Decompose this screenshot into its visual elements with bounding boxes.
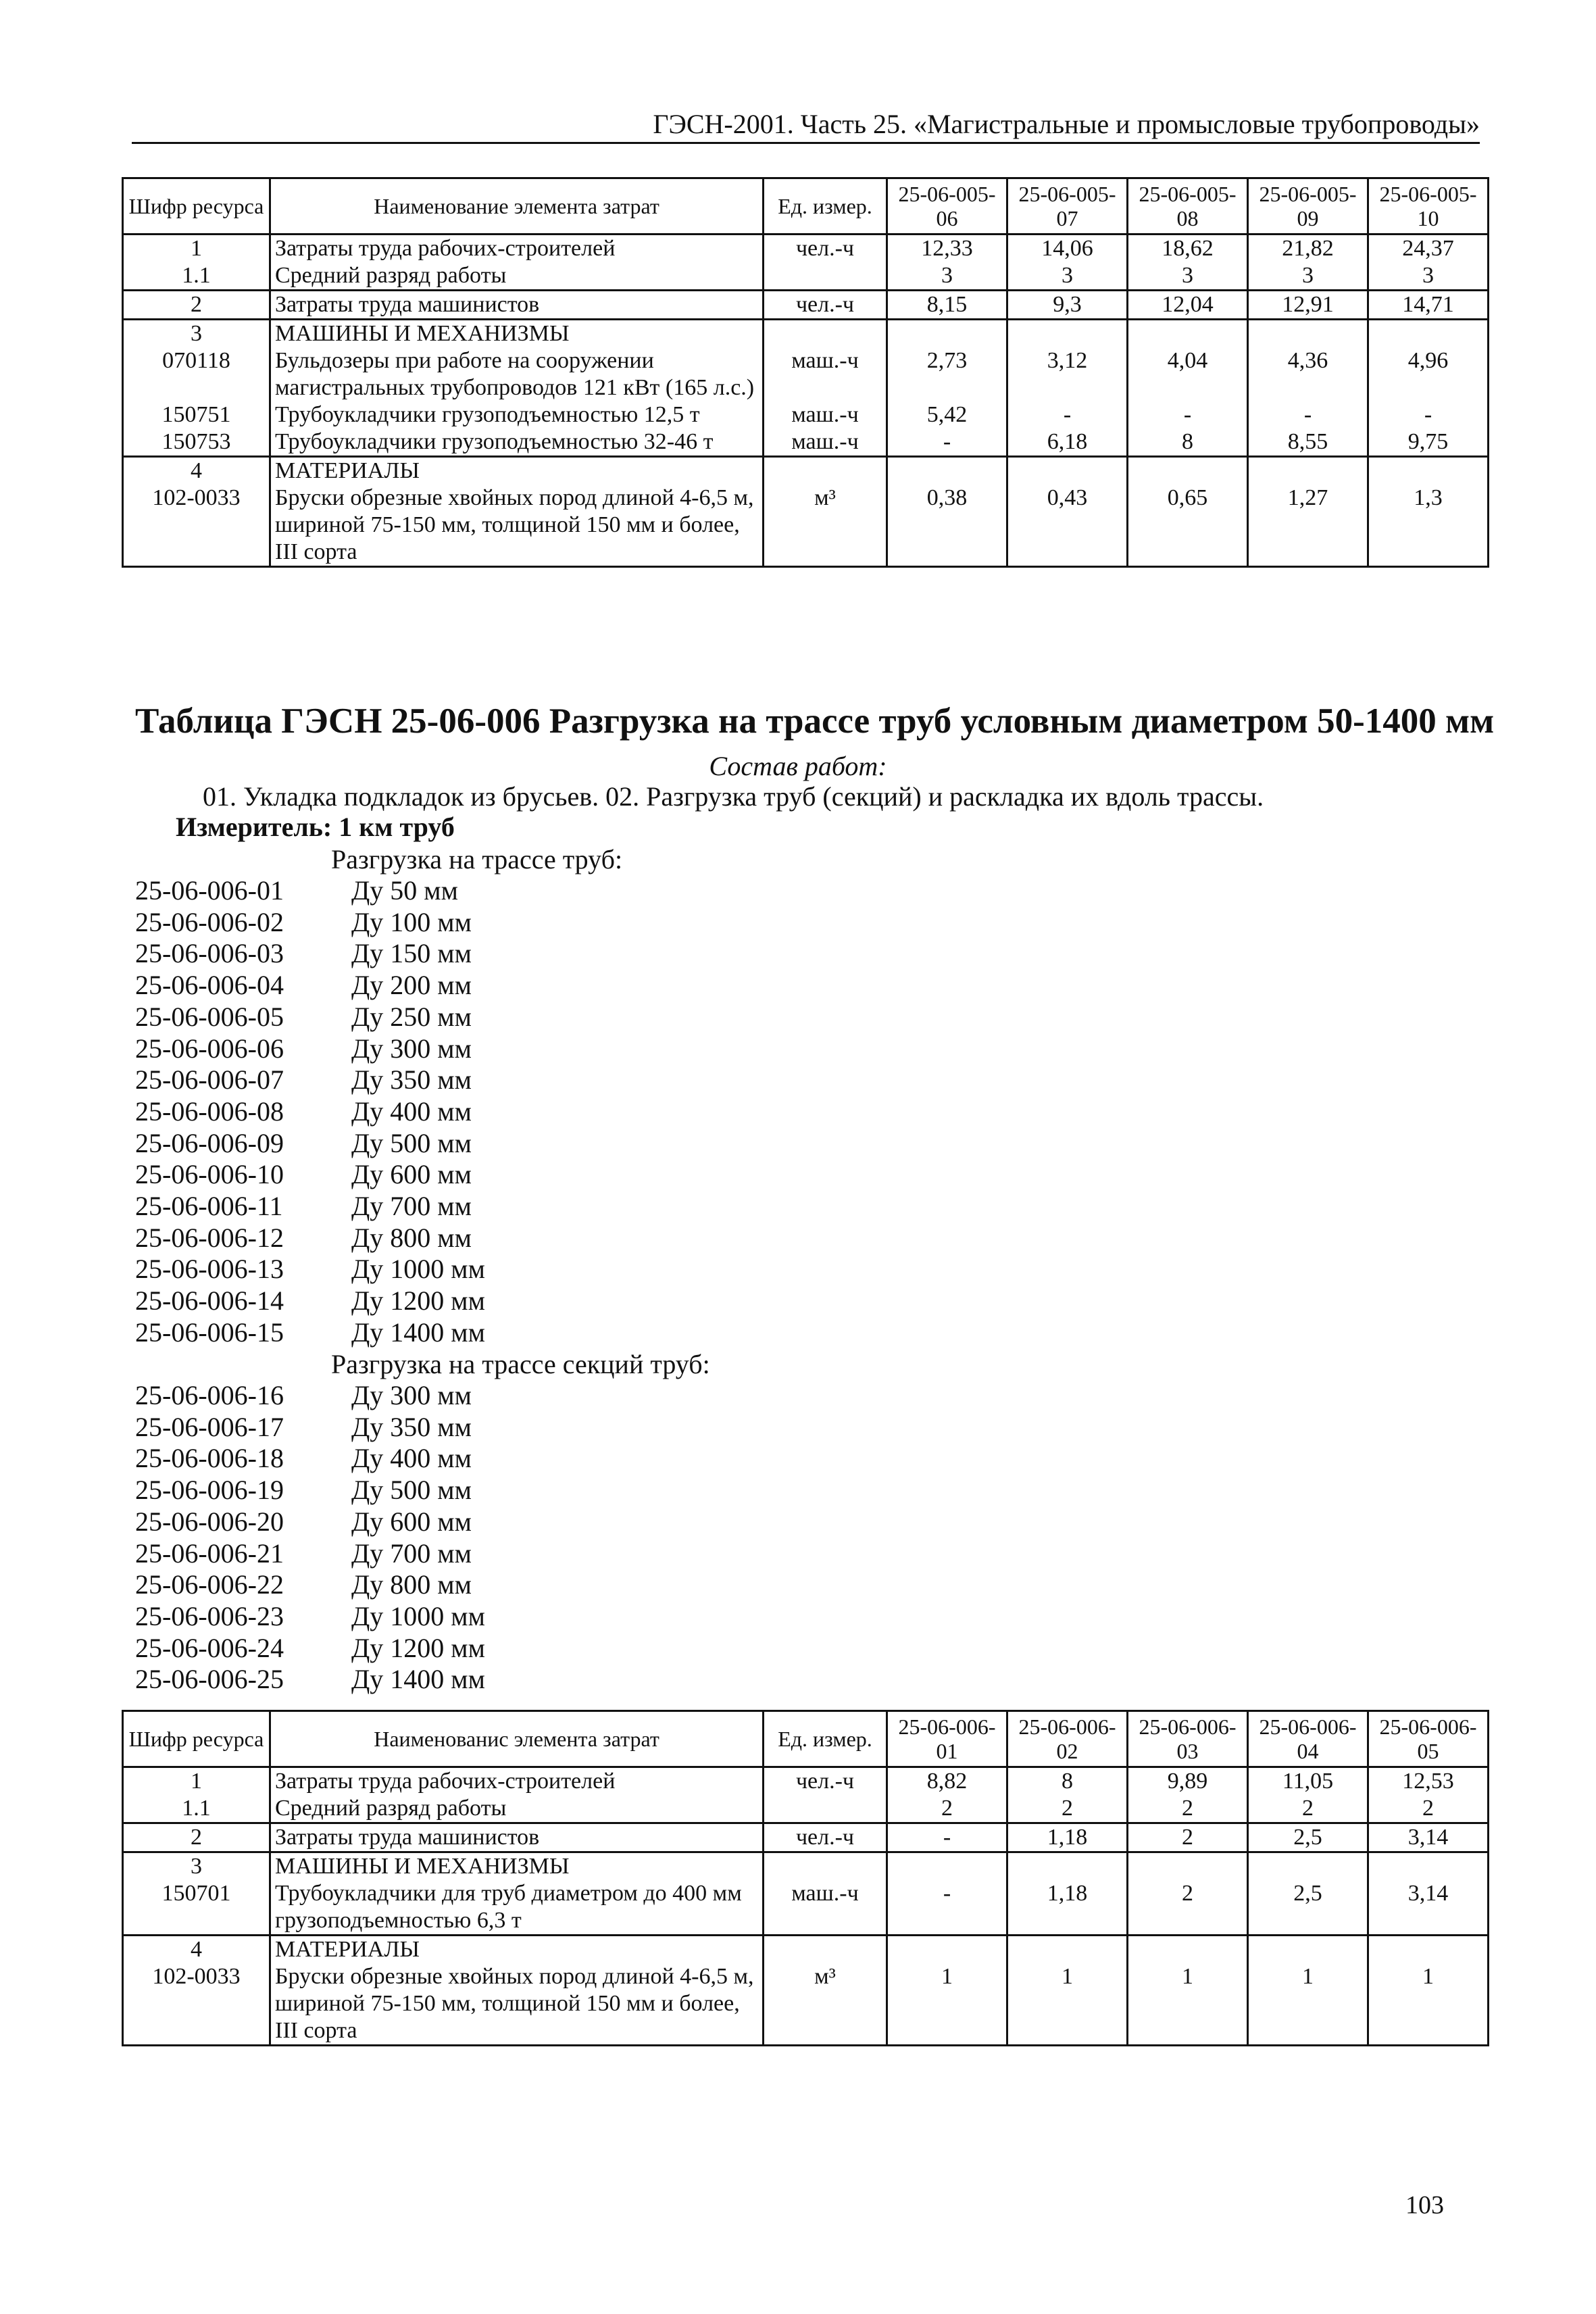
value-cell: - <box>1007 401 1128 428</box>
value-cell: 1,18 <box>1007 1880 1128 1936</box>
value-cell <box>1128 1936 1248 1964</box>
value-cell: 2 <box>1248 1795 1368 1823</box>
item-code: 25-06-006-12 <box>135 1222 284 1253</box>
resource-code: 1.1 <box>123 262 270 291</box>
norms-table-005 <box>122 177 1489 568</box>
value-cell: 5,42 <box>887 401 1007 428</box>
unit-cell: чел.-ч <box>764 291 887 320</box>
value-cell <box>887 320 1007 348</box>
value-cell: 2 <box>1128 1880 1248 1936</box>
resource-code: 4 <box>123 457 270 485</box>
resource-code: 2 <box>123 291 270 320</box>
value-cell: - <box>887 428 1007 457</box>
value-cell <box>1128 1852 1248 1881</box>
value-cell: 2 <box>1128 1823 1248 1852</box>
cost-element-name: Затраты труда машинистов <box>270 291 764 320</box>
table-row <box>123 485 1489 567</box>
list-item <box>135 1002 485 1033</box>
value-cell: 8 <box>1007 1767 1128 1796</box>
header-unit: Ед. измер. <box>764 1711 887 1767</box>
item-description: Ду 400 мм <box>351 1096 472 1127</box>
value-cell <box>1128 320 1248 348</box>
value-cell: 1 <box>1128 1963 1248 2046</box>
item-description: Ду 300 мм <box>351 1380 472 1410</box>
resource-code: 102-0033 <box>123 1963 270 2046</box>
header-col: 25-06-006-04 <box>1248 1711 1368 1767</box>
resource-code: 2 <box>123 1823 270 1852</box>
item-description: Ду 50 мм <box>351 875 458 906</box>
value-cell: 4,96 <box>1368 347 1489 401</box>
value-cell: 3 <box>1248 262 1368 291</box>
value-cell: 2,5 <box>1248 1880 1368 1936</box>
cost-element-name: Бульдозеры при работе на сооружении магистральных трубопроводов 121 кВт (165 л.с.) <box>270 347 764 401</box>
value-cell <box>1007 1936 1128 1964</box>
list-item <box>135 1475 485 1506</box>
item-description: Ду 800 мм <box>351 1569 472 1600</box>
value-cell <box>1248 457 1368 485</box>
list-item <box>135 1506 485 1538</box>
table-row <box>123 401 1489 428</box>
item-code: 25-06-006-14 <box>135 1285 284 1316</box>
item-code: 25-06-006-01 <box>135 875 284 906</box>
header-rule <box>132 142 1480 144</box>
items-list-sections <box>135 1380 485 1696</box>
value-cell: 1 <box>1007 1963 1128 2046</box>
item-code: 25-06-006-23 <box>135 1600 284 1631</box>
item-description: Ду 1000 мм <box>351 1600 485 1631</box>
value-cell: 3 <box>1128 262 1248 291</box>
item-description: Ду 1400 мм <box>351 1664 485 1695</box>
value-cell: 3,14 <box>1368 1823 1489 1852</box>
unit-cell: маш.-ч <box>764 401 887 428</box>
value-cell <box>887 1852 1007 1881</box>
unit-cell <box>764 1936 887 1964</box>
cost-element-name: Трубоукладчики для труб диаметром до 400 мм грузоподъемностью 6,3 т <box>270 1880 764 1936</box>
cost-element-name: Затраты труда машинистов <box>270 1823 764 1852</box>
item-code: 25-06-006-20 <box>135 1506 284 1537</box>
value-cell: 4,36 <box>1248 347 1368 401</box>
item-description: Ду 100 мм <box>351 906 472 937</box>
list-item <box>135 970 485 1002</box>
item-code: 25-06-006-16 <box>135 1380 284 1410</box>
list-item <box>135 938 485 970</box>
resource-code: 150701 <box>123 1880 270 1936</box>
table-row <box>123 1936 1489 1964</box>
value-cell: 8 <box>1128 428 1248 457</box>
value-cell: - <box>1368 401 1489 428</box>
value-cell: - <box>887 1880 1007 1936</box>
cost-element-name: МАШИНЫ И МЕХАНИЗМЫ <box>270 320 764 348</box>
table-row <box>123 1795 1489 1823</box>
table-row <box>123 1767 1489 1796</box>
item-code: 25-06-006-18 <box>135 1443 284 1474</box>
resource-code: 4 <box>123 1936 270 1964</box>
value-cell: 12,04 <box>1128 291 1248 320</box>
header-col: 25-06-006-02 <box>1007 1711 1128 1767</box>
value-cell <box>1128 457 1248 485</box>
item-code: 25-06-006-09 <box>135 1127 284 1158</box>
item-description: Ду 1400 мм <box>351 1316 485 1348</box>
value-cell: 12,53 <box>1368 1767 1489 1796</box>
item-description: Ду 700 мм <box>351 1537 472 1569</box>
value-cell: 18,62 <box>1128 235 1248 263</box>
resource-code: 150753 <box>123 428 270 457</box>
header-code: Шифр ресурса <box>123 1711 270 1767</box>
composition-label: Состав работ: <box>709 751 887 781</box>
unit-cell <box>764 1795 887 1823</box>
resource-code: 1 <box>123 235 270 263</box>
list-item <box>135 1380 485 1412</box>
item-code: 25-06-006-11 <box>135 1191 283 1222</box>
value-cell <box>1007 1852 1128 1881</box>
table-row <box>123 457 1489 485</box>
list-item <box>135 1191 485 1223</box>
value-cell: 11,05 <box>1248 1767 1368 1796</box>
item-code: 25-06-006-17 <box>135 1411 284 1442</box>
value-cell <box>887 457 1007 485</box>
item-description: Ду 700 мм <box>351 1191 472 1222</box>
value-cell: - <box>887 1823 1007 1852</box>
value-cell: 1 <box>1248 1963 1368 2046</box>
list-item <box>135 1033 485 1065</box>
value-cell <box>1248 1852 1368 1881</box>
cost-element-name: Бруски обрезные хвойных пород длиной 4-6,5 м, шириной 75-150 мм, толщиной 150 мм и более, III сорта <box>270 485 764 567</box>
list-item <box>135 1601 485 1633</box>
item-code: 25-06-006-21 <box>135 1537 284 1569</box>
resource-code: 3 <box>123 320 270 348</box>
value-cell: 4,04 <box>1128 347 1248 401</box>
value-cell <box>1248 1936 1368 1964</box>
value-cell <box>1368 1852 1489 1881</box>
unit-cell: чел.-ч <box>764 1767 887 1796</box>
header-col: 25-06-006-05 <box>1368 1711 1489 1767</box>
list-item <box>135 1664 485 1696</box>
value-cell: 24,37 <box>1368 235 1489 263</box>
unit-cell: маш.-ч <box>764 347 887 401</box>
table-row <box>123 428 1489 457</box>
item-code: 25-06-006-03 <box>135 938 284 969</box>
item-code: 25-06-006-06 <box>135 1033 284 1064</box>
unit-cell: чел.-ч <box>764 1823 887 1852</box>
list-item <box>135 1569 485 1601</box>
value-cell: 14,71 <box>1368 291 1489 320</box>
header-col: 25-06-006-01 <box>887 1711 1007 1767</box>
item-code: 25-06-006-10 <box>135 1159 284 1190</box>
measure-unit: Измеритель: 1 км труб <box>176 812 455 842</box>
item-description: Ду 250 мм <box>351 1001 472 1032</box>
list-item <box>135 875 485 907</box>
cost-element-name: Затраты труда рабочих-строителей <box>270 1767 764 1796</box>
value-cell: 1,18 <box>1007 1823 1128 1852</box>
value-cell <box>887 1936 1007 1964</box>
item-description: Ду 350 мм <box>351 1064 472 1096</box>
value-cell: - <box>1248 401 1368 428</box>
item-description: Ду 350 мм <box>351 1411 472 1442</box>
cost-element-name: МАТЕРИАЛЫ <box>270 1936 764 1964</box>
unit-cell <box>764 262 887 291</box>
item-code: 25-06-006-07 <box>135 1064 284 1096</box>
value-cell: 8,15 <box>887 291 1007 320</box>
cost-element-name: МАТЕРИАЛЫ <box>270 457 764 485</box>
page-number: 103 <box>1405 2191 1444 2219</box>
list-item <box>135 1317 485 1349</box>
item-description: Ду 1000 мм <box>351 1254 485 1285</box>
item-description: Ду 1200 мм <box>351 1632 485 1663</box>
table-row <box>123 262 1489 291</box>
cost-element-name: Бруски обрезные хвойных пород длиной 4-6,5 м, шириной 75-150 мм, толщиной 150 мм и более, III сорта <box>270 1963 764 2046</box>
resource-code: 1 <box>123 1767 270 1796</box>
value-cell: 2,5 <box>1248 1823 1368 1852</box>
list-item <box>135 1254 485 1285</box>
item-code: 25-06-006-13 <box>135 1254 284 1285</box>
group-heading-pipes: Разгрузка на трассе труб: <box>331 844 623 875</box>
table-title: Таблица ГЭСН 25-06-006 Разгрузка на трассе труб условным диаметром 50-1400 мм <box>135 701 1495 741</box>
value-cell <box>1368 457 1489 485</box>
value-cell: 1 <box>1368 1963 1489 2046</box>
value-cell: 9,89 <box>1128 1767 1248 1796</box>
norms-table-006 <box>122 1710 1489 2046</box>
item-description: Ду 200 мм <box>351 970 472 1001</box>
table-row <box>123 235 1489 263</box>
cost-element-name: Затраты труда рабочих-строителей <box>270 235 764 263</box>
unit-cell: маш.-ч <box>764 428 887 457</box>
table-row <box>123 1852 1489 1881</box>
value-cell: 2 <box>887 1795 1007 1823</box>
list-item <box>135 1538 485 1570</box>
table-row <box>123 320 1489 348</box>
table-header-row <box>123 1711 1489 1767</box>
value-cell: 1,27 <box>1248 485 1368 567</box>
item-description: Ду 150 мм <box>351 938 472 969</box>
unit-cell: чел.-ч <box>764 235 887 263</box>
unit-cell: м³ <box>764 485 887 567</box>
value-cell <box>1007 457 1128 485</box>
value-cell: 3 <box>887 262 1007 291</box>
table-row <box>123 1880 1489 1936</box>
item-description: Ду 600 мм <box>351 1159 472 1190</box>
item-description: Ду 800 мм <box>351 1222 472 1253</box>
value-cell <box>1368 1936 1489 1964</box>
unit-cell <box>764 1852 887 1881</box>
cost-element-name: МАШИНЫ И МЕХАНИЗМЫ <box>270 1852 764 1881</box>
list-item <box>135 1223 485 1254</box>
group-heading-sections: Разгрузка на трассе секций труб: <box>331 1349 710 1379</box>
value-cell <box>1368 320 1489 348</box>
value-cell: 3,12 <box>1007 347 1128 401</box>
header-col: 25-06-005-08 <box>1128 178 1248 235</box>
unit-cell <box>764 457 887 485</box>
resource-code: 3 <box>123 1852 270 1881</box>
cost-element-name: Трубоукладчики грузоподъемностью 12,5 т <box>270 401 764 428</box>
value-cell: 6,18 <box>1007 428 1128 457</box>
list-item <box>135 1443 485 1475</box>
header-col: 25-06-005-10 <box>1368 178 1489 235</box>
value-cell: 2,73 <box>887 347 1007 401</box>
header-code: Шифр ресурса <box>123 178 270 235</box>
resource-code: 1.1 <box>123 1795 270 1823</box>
item-code: 25-06-006-05 <box>135 1001 284 1032</box>
value-cell: 12,91 <box>1248 291 1368 320</box>
item-code: 25-06-006-08 <box>135 1096 284 1127</box>
value-cell: 0,38 <box>887 485 1007 567</box>
item-code: 25-06-006-25 <box>135 1664 284 1695</box>
table-row <box>123 291 1489 320</box>
item-code: 25-06-006-24 <box>135 1632 284 1663</box>
running-header: ГЭСН-2001. Часть 25. «Магистральные и промысловые трубопроводы» <box>653 109 1480 139</box>
resource-code: 070118 <box>123 347 270 401</box>
value-cell: 1 <box>887 1963 1007 2046</box>
list-item <box>135 1412 485 1444</box>
item-code: 25-06-006-15 <box>135 1316 284 1348</box>
value-cell: 8,55 <box>1248 428 1368 457</box>
value-cell: 2 <box>1128 1795 1248 1823</box>
value-cell: - <box>1128 401 1248 428</box>
item-description: Ду 1200 мм <box>351 1285 485 1316</box>
list-item <box>135 1159 485 1191</box>
table-row <box>123 347 1489 401</box>
table-row <box>123 1823 1489 1852</box>
value-cell: 21,82 <box>1248 235 1368 263</box>
header-col: 25-06-006-03 <box>1128 1711 1248 1767</box>
item-code: 25-06-006-19 <box>135 1475 284 1506</box>
value-cell: 9,75 <box>1368 428 1489 457</box>
item-code: 25-06-006-04 <box>135 970 284 1001</box>
resource-code: 150751 <box>123 401 270 428</box>
table-row <box>123 1963 1489 2046</box>
list-item <box>135 1096 485 1128</box>
items-list-pipes <box>135 875 485 1349</box>
value-cell: 3 <box>1368 262 1489 291</box>
header-name: Наименованис элемента затрат <box>270 1711 764 1767</box>
header-col: 25-06-005-06 <box>887 178 1007 235</box>
table-header-row <box>123 178 1489 235</box>
item-description: Ду 300 мм <box>351 1033 472 1064</box>
value-cell: 12,33 <box>887 235 1007 263</box>
header-unit: Ед. измер. <box>764 178 887 235</box>
list-item <box>135 1128 485 1160</box>
item-description: Ду 400 мм <box>351 1443 472 1474</box>
value-cell: 0,65 <box>1128 485 1248 567</box>
works-description: 01. Укладка подкладок из брусьев. 02. Разгрузка труб (секций) и раскладка их вдоль трассы. <box>203 781 1264 812</box>
list-item <box>135 907 485 939</box>
resource-code: 102-0033 <box>123 485 270 567</box>
item-description: Ду 600 мм <box>351 1506 472 1537</box>
item-description: Ду 500 мм <box>351 1475 472 1506</box>
list-item <box>135 1633 485 1665</box>
unit-cell: маш.-ч <box>764 1880 887 1936</box>
value-cell <box>1007 320 1128 348</box>
value-cell: 9,3 <box>1007 291 1128 320</box>
value-cell: 0,43 <box>1007 485 1128 567</box>
value-cell: 3 <box>1007 262 1128 291</box>
value-cell: 1,3 <box>1368 485 1489 567</box>
header-col: 25-06-005-07 <box>1007 178 1128 235</box>
item-description: Ду 500 мм <box>351 1127 472 1158</box>
item-code: 25-06-006-02 <box>135 906 284 937</box>
cost-element-name: Трубоукладчики грузоподъемностью 32-46 т <box>270 428 764 457</box>
unit-cell: м³ <box>764 1963 887 2046</box>
list-item <box>135 1285 485 1317</box>
value-cell: 8,82 <box>887 1767 1007 1796</box>
value-cell: 2 <box>1368 1795 1489 1823</box>
value-cell: 14,06 <box>1007 235 1128 263</box>
value-cell: 2 <box>1007 1795 1128 1823</box>
value-cell: 3,14 <box>1368 1880 1489 1936</box>
unit-cell <box>764 320 887 348</box>
list-item <box>135 1064 485 1096</box>
cost-element-name: Средний разряд работы <box>270 262 764 291</box>
value-cell <box>1248 320 1368 348</box>
header-col: 25-06-005-09 <box>1248 178 1368 235</box>
cost-element-name: Средний разряд работы <box>270 1795 764 1823</box>
item-code: 25-06-006-22 <box>135 1569 284 1600</box>
header-name: Наименование элемента затрат <box>270 178 764 235</box>
